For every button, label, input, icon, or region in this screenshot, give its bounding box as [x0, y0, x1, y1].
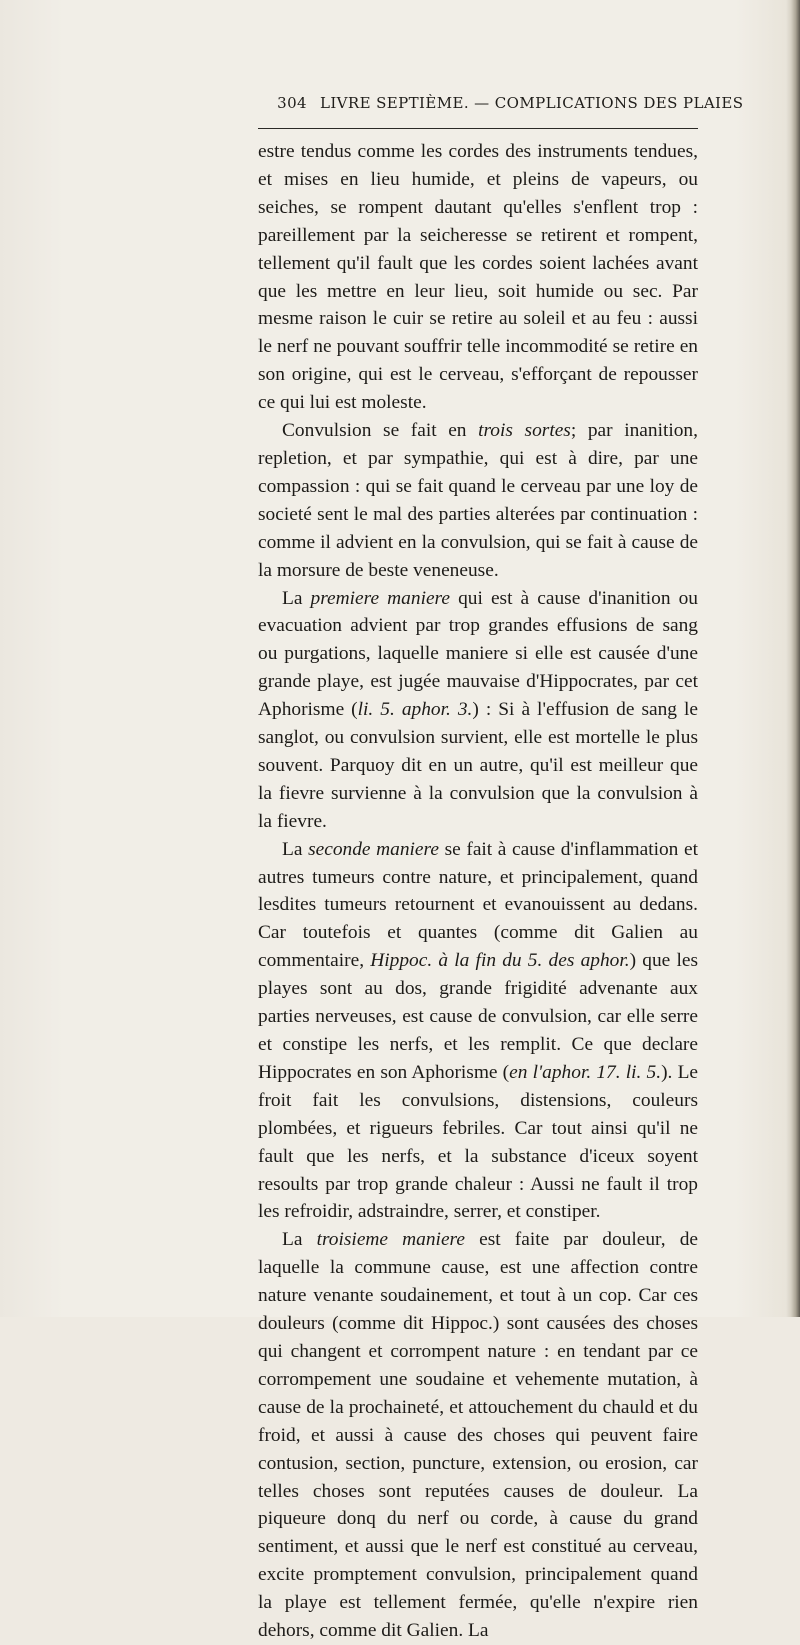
page-number: 304: [277, 94, 307, 112]
paragraph-2-text-c: ; par inanition, repletion, et par sympathie, qui est à dire, par une compassion : qui se fait quand le cerveau par une loy de societé sent le mal des parties alterées par continuation : comme il advient en la convulsion, qui se fait à cause de la morsure de beste veneneuse.: [258, 420, 698, 581]
paragraph-4-citation-2: en l'aphor. 17. li. 5.: [509, 1061, 662, 1083]
paragraph-5-text-c: est faite par douleur, de laquelle la commune cause, est une affection contre nature venante soudainement, et tout à un cop. Car ces douleurs (comme dit Hippoc.) sont causées des choses qui changent et corrompent nature : en tendant par ce corrompement une soudaine et vehemente mutation, à cause de la prochaineté, et attouchement du chauld et du froid, et aussi à cause des choses qui peuvent faire contusion, section, puncture, extension, ou erosion, car telles choses sont reputées causes de douleur. La piqueure donq du nerf ou corde, à cause du grand sentiment, et aussi que le nerf est constitué au cerveau, excite promptement convulsion, principalement quand la playe est tellement fermée, qu'elle n'expire rien dehors, comme dit Galien. La: [258, 1229, 698, 1642]
paragraph-4-text-c: se fait à cause d'inflammation et autres tumeurs contre nature, et principalement, quand lesdites tumeurs retournent et evanouissent au dedans. Car toutefois et quantes (comme dit Galien au commentaire,: [258, 838, 698, 972]
body-text: [258, 138, 698, 1645]
paragraph-5-italic-heading: troisieme maniere: [316, 1229, 465, 1251]
paragraph-4-text-g: ). Le froit fait les convulsions, distensions, couleurs plombées, et rigueurs febriles. Car tout ainsi qu'il ne fault que les nerfs, et la substance d'iceux soyent resoults par trop grande chaleur : Aussi ne fault il trop les refroidir, adstraindre, serrer, et constiper.: [258, 1061, 699, 1223]
paragraph-3: [258, 585, 698, 836]
paragraph-1-text: estre tendus comme les cordes des instruments tendues, et mises en lieu humide, et pleins de vapeurs, ou seiches, se rompent dautant qu'elles s'enflent trop : pareillement par la seicheresse se retirent et rompent, tellement qu'il fault que les cordes soient lachées avant que les mettre en leur lieu, soit humide ou sec. Par mesme raison le cuir se retire au soleil et au feu : aussi le nerf ne pouvant souffrir telle incommodité se retire en son origine, qui est le cerveau, s'efforçant de repousser ce qui lui est moleste.: [258, 141, 698, 414]
header-rule: [258, 128, 698, 129]
paragraph-4-text-a: La: [282, 838, 309, 860]
paragraph-3-text-a: La: [282, 587, 311, 609]
paragraph-2-italic: trois sortes: [478, 420, 571, 442]
paragraph-3-italic-heading: premiere maniere: [310, 587, 450, 609]
paragraph-3-citation: li. 5. aphor. 3.: [357, 699, 473, 721]
page-edge-shadow: [786, 0, 800, 1317]
paragraph-4-citation-1: Hippoc. à la fin du 5. des aphor.: [370, 950, 630, 972]
paragraph-5-text-a: La: [282, 1229, 317, 1251]
paragraph-4: [258, 836, 698, 1227]
paragraph-3-text-c: qui est à cause d'inanition ou evacuation advient par trop grandes effusions de sang ou purgations, laquelle maniere si elle est causée d'une grande playe, est jugée mauvaise d'Hippocrates, par cet Aphorisme (: [258, 587, 698, 721]
paragraph-4-italic-heading: seconde maniere: [308, 838, 439, 860]
running-title: LIVRE SEPTIÈME. — COMPLICATIONS DES PLAIES: [320, 94, 744, 112]
paragraph-1: [258, 138, 698, 417]
paragraph-5: [258, 1226, 698, 1645]
paragraph-2: [258, 417, 698, 584]
paragraph-4-text-e: ) que les playes sont au dos, grande frigidité advenante aux parties nerveuses, est cause de convulsion, car elle serre et constipe les nerfs, et les remplit. Ce que declare Hippocrates en son Aphorisme (: [258, 950, 698, 1083]
paragraph-3-text-e: ) : Si à l'effusion de sang le sanglot, ou convulsion survient, elle est mortelle le plus souvent. Parquoy dit en un autre, qu'il est meilleur que la fievre survienne à la convulsion que la convulsion à la fievre.: [258, 699, 698, 832]
paragraph-2-text-a: Convulsion se fait en: [282, 420, 479, 442]
